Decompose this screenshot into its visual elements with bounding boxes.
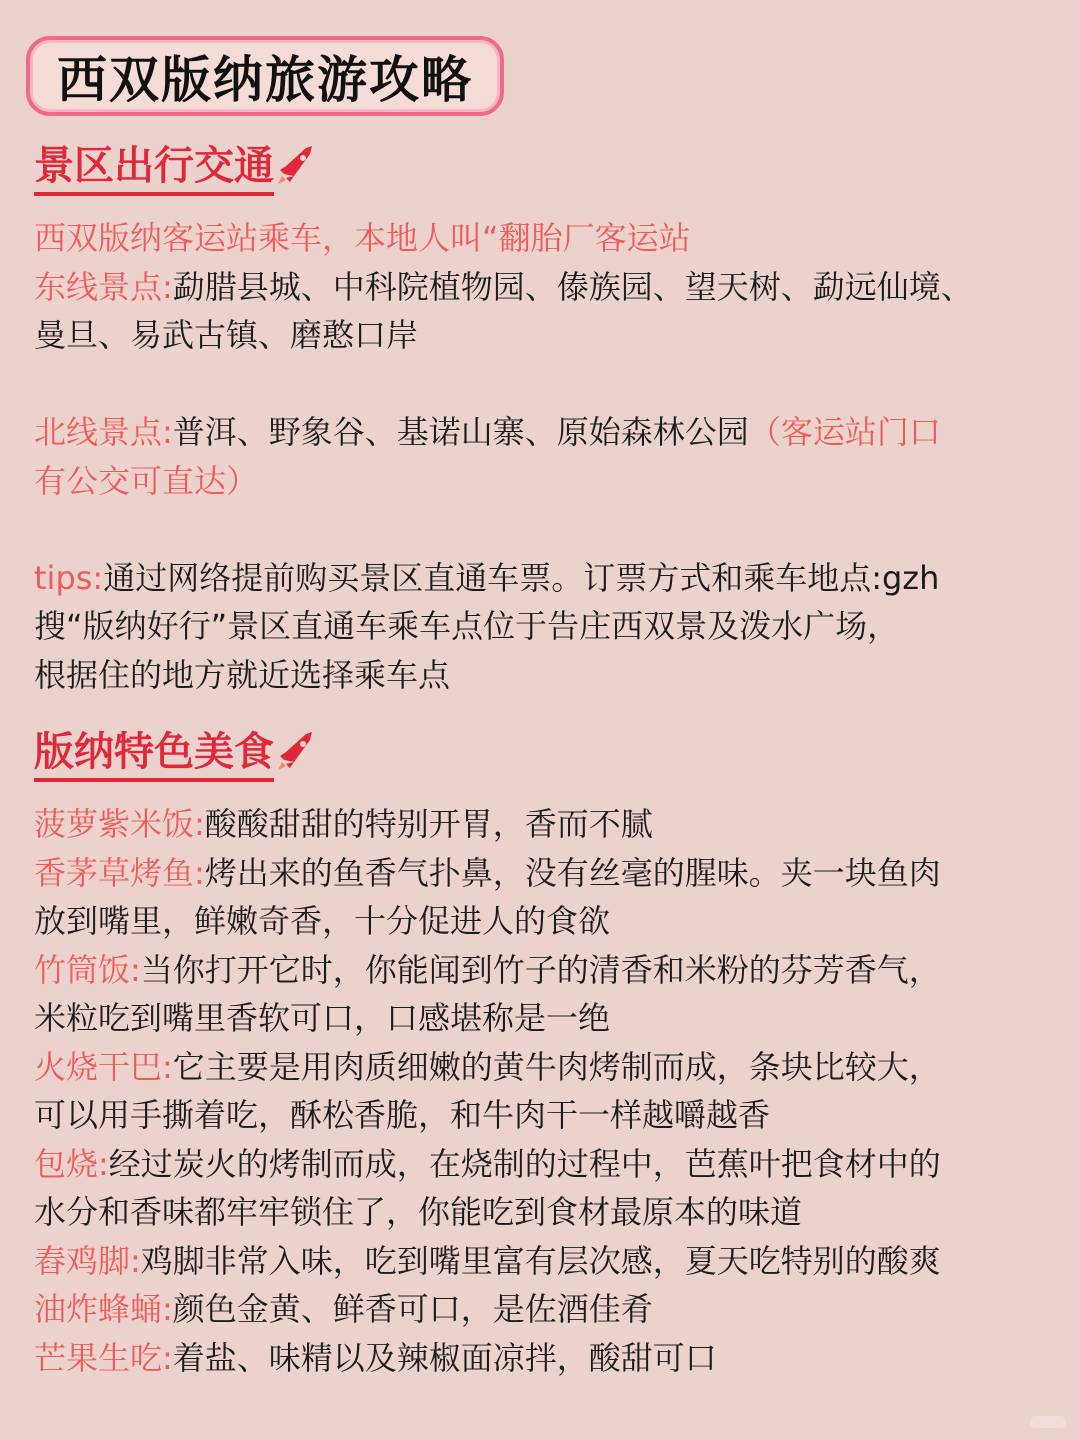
food-item <box>34 946 1064 995</box>
food-name: 舂鸡脚: <box>34 1241 141 1280</box>
section-heading-transport <box>34 142 316 196</box>
north-line-1 <box>34 408 1064 457</box>
food-name: 芒果生吃: <box>34 1338 173 1377</box>
north-note-1: （客运站门口 <box>748 413 941 451</box>
food-item <box>34 1140 1064 1189</box>
food-item <box>34 800 1064 849</box>
tips-text-1: 通过网络提前购买景区直通车票。订票方式和乘车地点:gzh <box>103 558 940 597</box>
page-title: 西双版纳旅游攻略 <box>57 51 473 109</box>
spacer <box>34 360 1064 409</box>
food-item <box>34 849 1064 898</box>
spacer <box>34 505 1064 554</box>
tips-text-2: 搜“版纳好行”景区直通车乘车点位于告庄西双景及泼水广场， <box>34 607 900 645</box>
east-text-2: 曼旦、易武古镇、磨憨口岸 <box>34 316 419 354</box>
food-desc-cont: 米粒吃到嘴里香软可口，口感堪称是一绝 <box>34 999 611 1037</box>
food-item <box>34 1334 1064 1383</box>
transport-intro: 西双版纳客运站乘车，本地人叫“翻胎厂客运站 <box>34 219 691 257</box>
north-text: 普洱、野象谷、基诺山寨、原始森林公园 <box>172 413 749 451</box>
section-title-food: 版纳特色美食 <box>34 728 274 782</box>
food-item <box>34 1237 1064 1286</box>
east-label: 东线景点: <box>34 267 173 306</box>
food-name: 火烧干巴: <box>34 1047 173 1086</box>
rocket-icon <box>276 144 316 192</box>
food-desc-cont: 可以用手撕着吃，酥松香脆，和牛肉干一样越嚼越香 <box>34 1096 771 1134</box>
food-name: 油炸蜂蛹: <box>34 1290 173 1328</box>
rocket-icon <box>276 730 316 778</box>
food-desc: 它主要是用肉质细嫩的黄牛肉烤制而成，条块比较大， <box>172 1047 941 1086</box>
section-title-transport: 景区出行交通 <box>34 142 274 196</box>
food-desc-cont: 水分和香味都牢牢锁住了，你能吃到食材最原本的味道 <box>34 1193 803 1231</box>
food-item <box>34 1285 1064 1334</box>
east-line-1 <box>34 263 1064 312</box>
north-note-2: 有公交可直达） <box>34 461 259 500</box>
food-content <box>34 800 1064 1382</box>
food-name: 菠萝紫米饭: <box>34 805 205 843</box>
food-desc: 经过炭火的烤制而成，在烧制的过程中，芭蕉叶把食材中的 <box>108 1144 941 1183</box>
food-name: 香茅草烤鱼: <box>34 853 205 892</box>
food-name: 包烧: <box>34 1144 109 1183</box>
food-name: 竹筒饭: <box>34 950 141 989</box>
tips-label: tips: <box>34 558 104 597</box>
food-desc: 颜色金黄、鲜香可口，是佐酒佳肴 <box>172 1290 653 1328</box>
transport-content <box>34 214 1064 699</box>
north-label: 北线景点: <box>34 413 173 451</box>
food-desc: 酸酸甜甜的特别开胃，香而不腻 <box>204 805 653 843</box>
food-item <box>34 1043 1064 1092</box>
watermark <box>1030 1416 1066 1428</box>
food-desc-cont: 放到嘴里，鲜嫩奇香，十分促进人的食欲 <box>34 902 611 940</box>
food-desc: 当你打开它时，你能闻到竹子的清香和米粉的芬芳香气， <box>140 950 941 989</box>
food-desc: 鸡脚非常入味，吃到嘴里富有层次感，夏天吃特别的酸爽 <box>140 1241 941 1280</box>
tips-text-3: 根据住的地方就近选择乘车点 <box>34 655 451 694</box>
title-box <box>26 36 504 116</box>
food-desc: 烤出来的鱼香气扑鼻，没有丝毫的腥味。夹一块鱼肉 <box>204 853 941 892</box>
east-text-1: 勐腊县城、中科院植物园、傣族园、望天树、勐远仙境、 <box>172 267 973 306</box>
section-heading-food <box>34 728 316 782</box>
tips-line-1 <box>34 554 1064 603</box>
food-desc: 着盐、味精以及辣椒面凉拌，酸甜可口 <box>172 1338 717 1377</box>
